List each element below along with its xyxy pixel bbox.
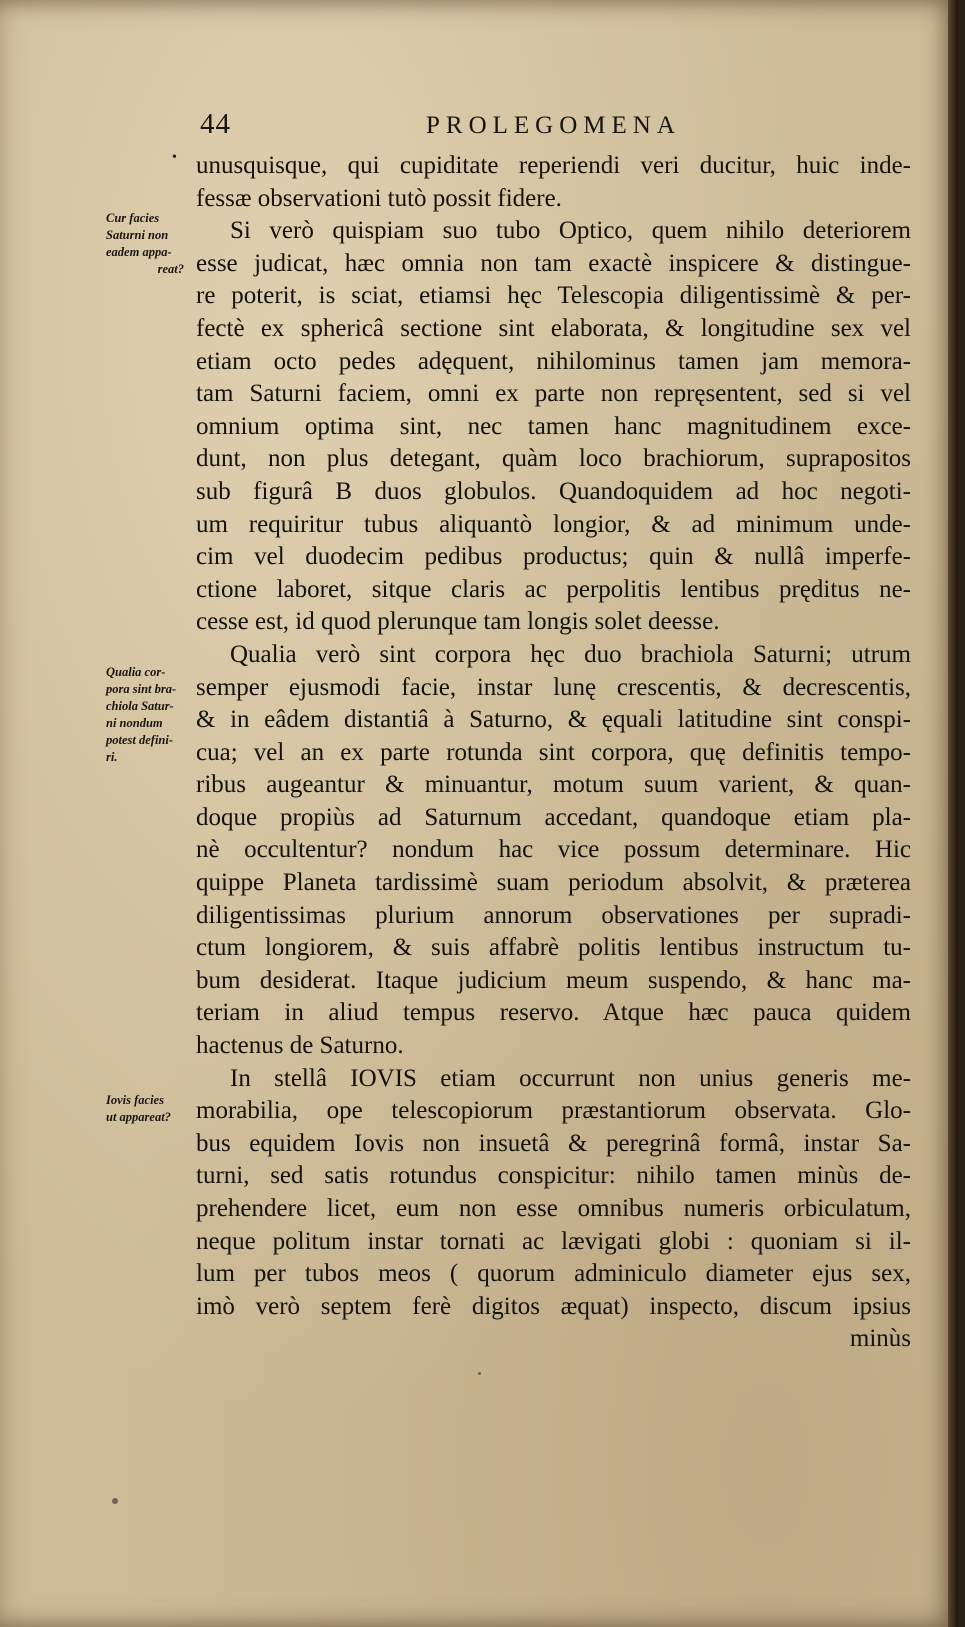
catchword: minùs bbox=[849, 1325, 911, 1353]
margin-note-jupiter-face bbox=[106, 1092, 202, 1126]
margin-note-line: chiola Satur- bbox=[106, 699, 174, 713]
text-line: nè occultentur? nondum hac vice possum determinare. Hic bbox=[196, 836, 911, 864]
text-line: In stellâ IOVIS etiam occurrunt non unius generis me- bbox=[230, 1064, 911, 1092]
text-line: hactenus de Saturno. bbox=[196, 1032, 404, 1060]
text-line: prehendere licet, eum non esse omnibus numeris orbiculatum, bbox=[196, 1195, 911, 1222]
text-line: dunt, non plus detegant, quàm loco brachiorum, suprapositos bbox=[196, 445, 911, 473]
margin-mark: • bbox=[172, 150, 177, 165]
text-line: teriam in aliud tempus reservo. Atque hæc pauca quidem bbox=[196, 999, 911, 1027]
binding-edge bbox=[948, 0, 958, 1627]
text-line: etiam octo pedes adęquent, nihilominus tamen jam memora- bbox=[196, 347, 911, 375]
text-line: cim vel duodecim pedibus productus; quin & nullâ imperfe- bbox=[196, 543, 911, 571]
text-line: imò verò septem ferè digitos æquat) inspecto, discum ipsius bbox=[196, 1292, 911, 1320]
margin-note-saturn-face bbox=[106, 210, 202, 278]
paper-speck bbox=[478, 1372, 481, 1375]
running-title: PROLEGOMENA bbox=[426, 112, 681, 139]
text-line: quippe Planeta tardissimè suam periodum absolvit, & præterea bbox=[196, 869, 911, 897]
text-line: cua; vel an ex parte rotunda sint corpora, quę definitis tempo- bbox=[196, 738, 911, 766]
text-line: fectè ex sphericâ sectione sint elaborata, & longitudine sex vel bbox=[196, 314, 911, 342]
text-line: doque propiùs ad Saturnum accedant, quandoque etiam pla- bbox=[196, 803, 911, 831]
margin-note-line: Qualia cor- bbox=[106, 665, 166, 679]
margin-note-line: ut appareat? bbox=[106, 1110, 171, 1124]
margin-note-line: ni nondum bbox=[106, 716, 163, 730]
text-line: morabilia, ope telescopiorum præstantiorum observata. Glo- bbox=[196, 1097, 911, 1125]
paper-speck bbox=[112, 1498, 118, 1504]
margin-note-line: Cur facies bbox=[106, 211, 160, 225]
text-line: semper ejusmodi facie, instar lunę crescentis, & decrescentis, bbox=[196, 673, 911, 701]
main-text bbox=[196, 150, 911, 1356]
text-line: & in eâdem distantiâ à Saturno, & ęquali latitudine sint conspi- bbox=[196, 706, 911, 734]
page-header bbox=[200, 108, 905, 152]
margin-note-saturn-arms bbox=[106, 664, 202, 766]
text-line: um requiritur tubus aliquantò longior, & ad minimum unde- bbox=[196, 510, 911, 538]
text-line: omnium optima sint, nec tamen hanc magnitudinem exce- bbox=[196, 412, 911, 440]
text-line: bus equidem Iovis non insuetâ & peregrinâ formâ, instar Sa- bbox=[196, 1129, 911, 1157]
text-line: fessæ observationi tutò possit fidere. bbox=[196, 184, 562, 212]
text-line: ctione laboret, sitque claris ac perpolitis lentibus pręditus ne- bbox=[196, 575, 911, 603]
text-line: ribus augeantur & minuantur, motum suum varient, & quan- bbox=[196, 771, 911, 799]
margin-note-line: Iovis facies bbox=[106, 1093, 164, 1107]
page-number: 44 bbox=[200, 108, 231, 140]
margin-note-line: pora sint bra- bbox=[106, 682, 177, 696]
margin-note-line: potest defini- bbox=[106, 733, 174, 747]
text-line: cesse est, id quod plerunque tam longis solet deesse. bbox=[196, 608, 720, 636]
text-line: Si verò quispiam suo tubo Optico, quem nihilo deteriorem bbox=[230, 217, 911, 245]
margin-note-line: reat? bbox=[157, 262, 184, 276]
margin-note-line: eadem appa- bbox=[106, 245, 172, 259]
text-line: ctum longiorem, & suis affabrè politis lentibus instructum tu- bbox=[196, 934, 911, 962]
text-line: sub figurâ B duos globulos. Quandoquidem ad hoc negoti- bbox=[196, 477, 911, 505]
text-line: tam Saturni faciem, omni ex parte non repręsentent, sed si vel bbox=[196, 380, 911, 408]
text-line: turni, sed satis rotundus conspicitur: nihilo tamen minùs de- bbox=[196, 1162, 911, 1190]
text-line: lum per tubos meos ( quorum adminiculo diameter ejus sex, bbox=[196, 1260, 911, 1288]
text-line: esse judicat, hæc omnia non tam exactè inspicere & distingue- bbox=[196, 249, 911, 277]
margin-note-line: ri. bbox=[106, 750, 118, 764]
text-line: bum desiderat. Itaque judicium meum suspendo, & hanc ma- bbox=[196, 966, 911, 994]
text-line: Qualia verò sint corpora hęc duo brachiola Saturni; utrum bbox=[230, 640, 911, 668]
text-line: neque politum instar tornati ac lævigati globi : quoniam si il- bbox=[196, 1227, 911, 1255]
margin-note-line: Saturni non bbox=[106, 228, 169, 242]
text-line: diligentissimas plurium annorum observationes per supradi- bbox=[196, 901, 911, 929]
text-line: re poterit, is sciat, etiamsi hęc Telescopia diligentissimè & per- bbox=[196, 282, 911, 310]
text-line: unusquisque, qui cupiditate reperiendi veri ducitur, huic inde- bbox=[196, 152, 911, 179]
